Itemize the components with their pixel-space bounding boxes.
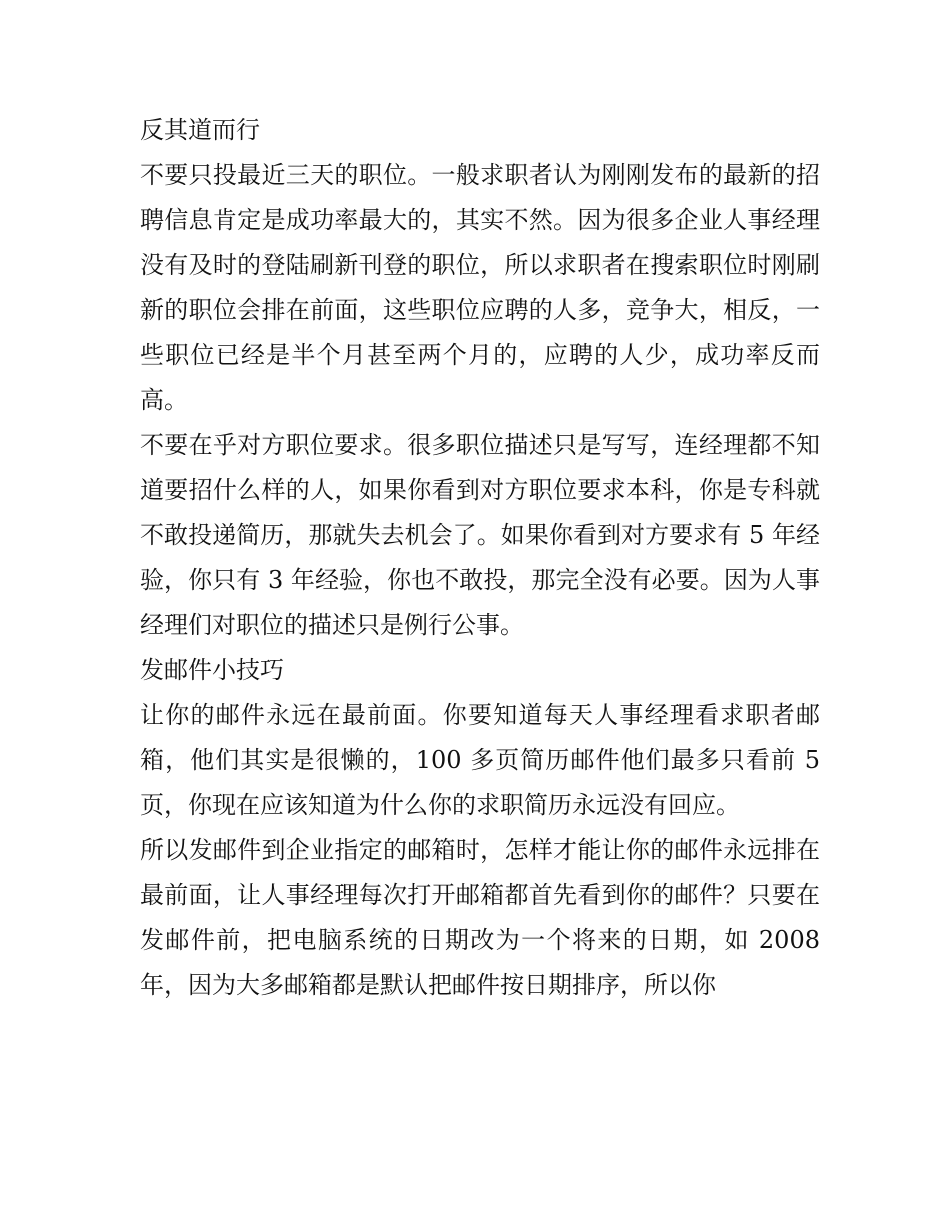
document-body [140, 108, 820, 1008]
section-heading-email-tips: 发邮件小技巧 [140, 656, 284, 684]
section-heading-reverse-approach: 反其道而行 [140, 116, 260, 144]
paragraph-recent-postings: 不要只投最近三天的职位。一般求职者认为刚刚发布的最新的招聘信息肯定是成功率最大的，其实不然。因为很多企业人事经理没有及时的登陆刷新刊登的职位，所以求职者在搜索职位时刚刷新的职位会排在前面，这些职位应聘的人多，竞争大，相反，一些职位已经是半个月甚至两个月的，应聘的人少，成功率反而高。 [140, 161, 820, 414]
paragraph-email-date-trick: 所以发邮件到企业指定的邮箱时，怎样才能让你的邮件永远排在最前面，让人事经理每次打开邮箱都首先看到你的邮件？只要在发邮件前，把电脑系统的日期改为一个将来的日期，如 2008 年，因为大多邮箱都是默认把邮件按日期排序，所以你 [140, 836, 820, 999]
paragraph-email-first: 让你的邮件永远在最前面。你要知道每天人事经理看求职者邮箱，他们其实是很懒的，100 多页简历邮件他们最多只看前 5 页，你现在应该知道为什么你的求职简历永远没有回应。 [140, 701, 820, 819]
paragraph-job-requirements: 不要在乎对方职位要求。很多职位描述只是写写，连经理都不知道要招什么样的人，如果你看到对方职位要求本科，你是专科就不敢投递简历，那就失去机会了。如果你看到对方要求有 5 年经验，你只有 3 年经验，你也不敢投，那完全没有必要。因为人事经理们对职位的描述只是例行公事。 [140, 431, 820, 639]
